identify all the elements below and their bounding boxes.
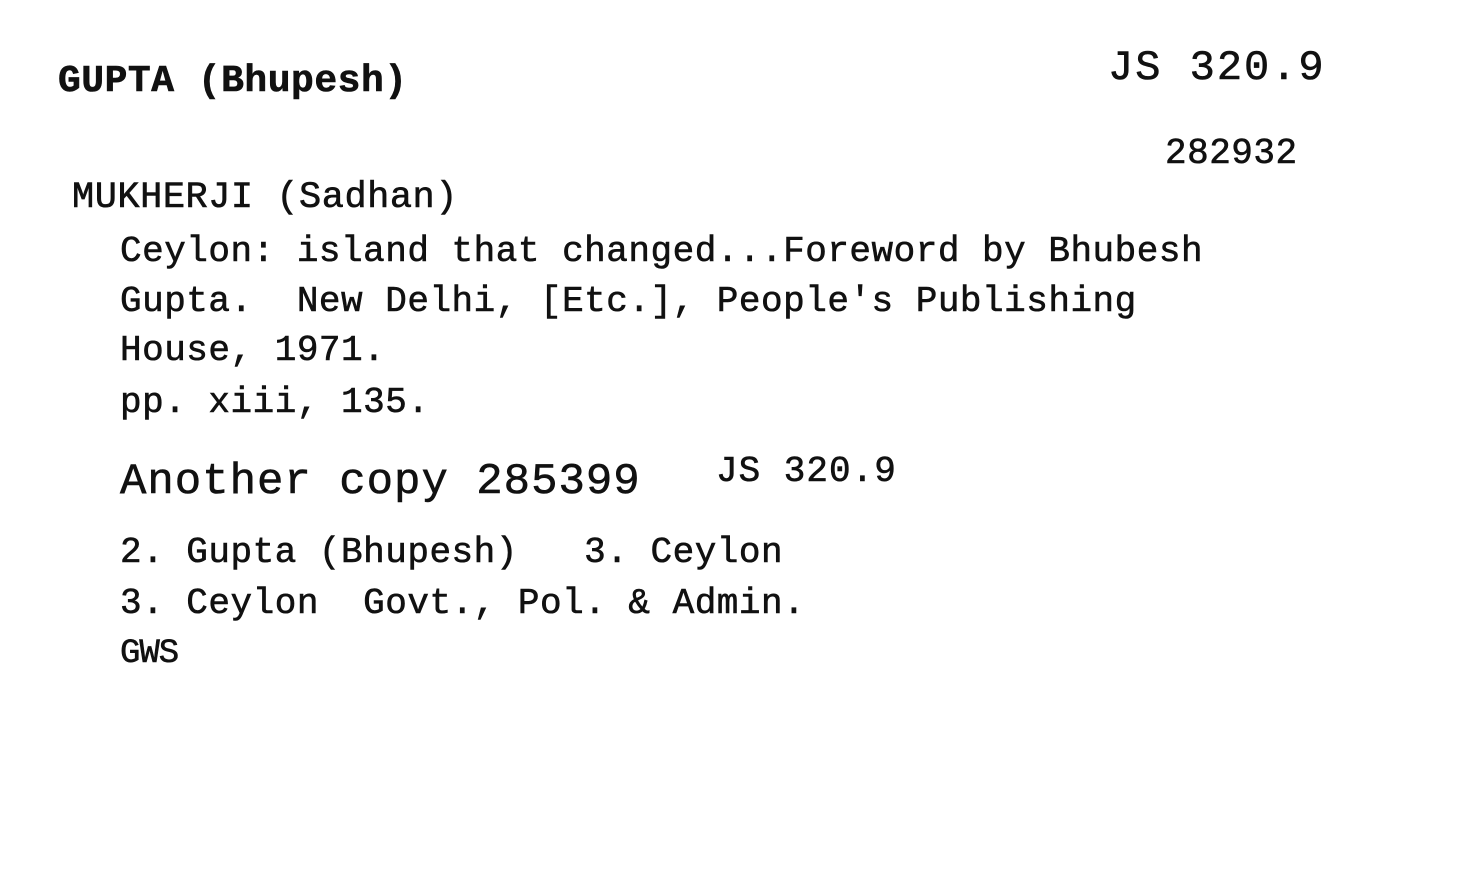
collation: pp. xiii, 135. <box>120 382 430 423</box>
title-line: House, 1971. <box>120 330 386 371</box>
added-entry-heading: GUPTA (Bhupesh) <box>58 60 408 103</box>
another-copy-note: Another copy 285399 <box>120 457 641 507</box>
title-line: Ceylon: island that changed...Foreword by Bhubesh <box>120 231 1204 272</box>
another-copy-call-number: JS 320.9 <box>716 451 897 492</box>
main-entry-author: MUKHERJI (Sadhan) <box>72 177 458 219</box>
tracing-line: 3. Ceylon Govt., Pol. & Admin. <box>120 583 806 624</box>
accession-number: 282932 <box>1165 133 1298 174</box>
tracing-line: 2. Gupta (Bhupesh) 3. Ceylon <box>120 532 784 573</box>
cataloger-initials: GWS <box>120 635 179 673</box>
call-number: JS 320.9 <box>1108 44 1326 92</box>
title-line: Gupta. New Delhi, [Etc.], People's Publishing <box>120 281 1137 322</box>
